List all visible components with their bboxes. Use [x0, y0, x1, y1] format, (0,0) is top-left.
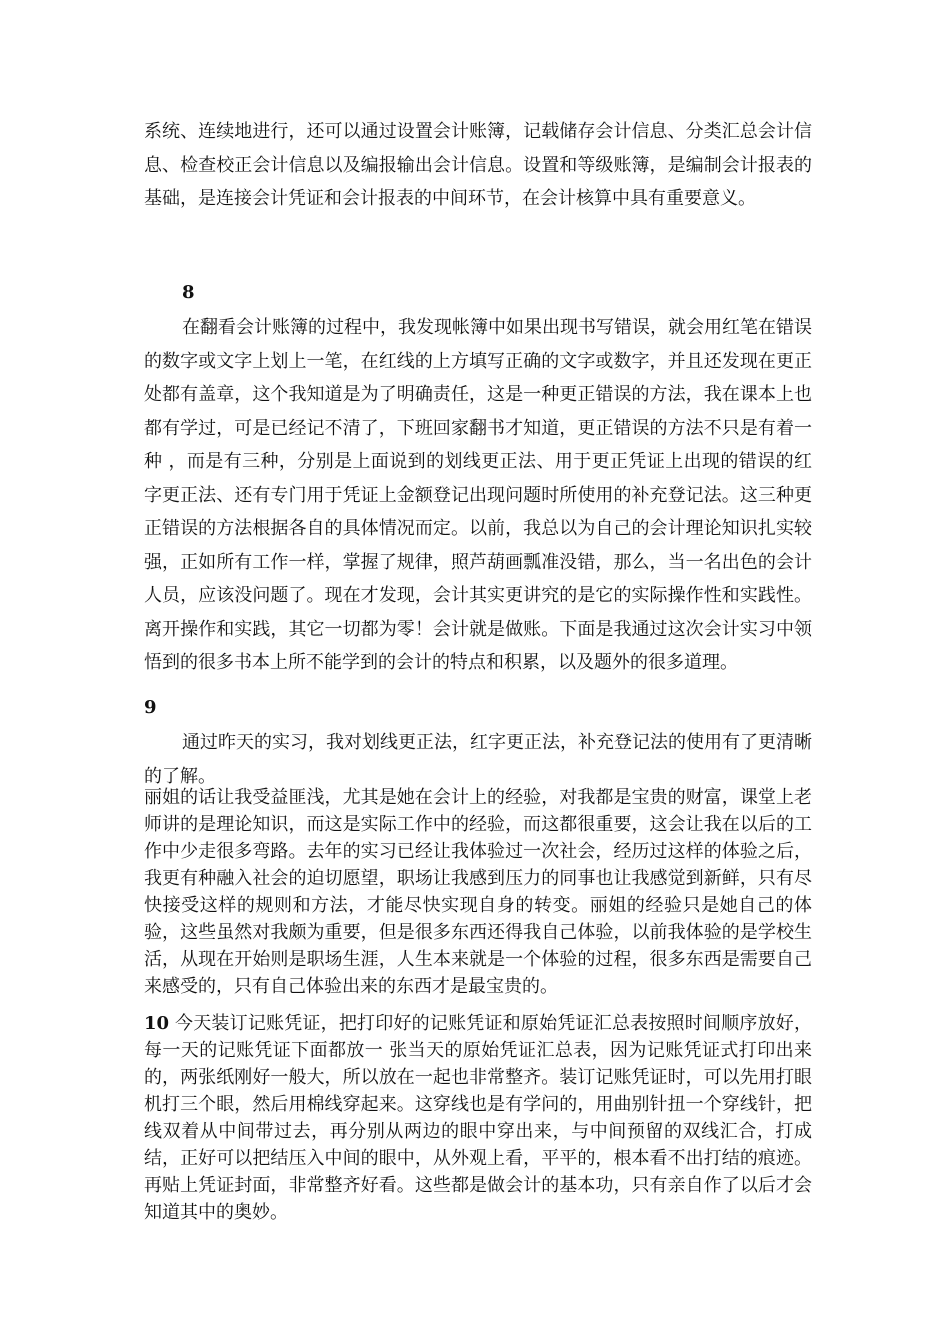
section-number-8: 8 [182, 282, 195, 303]
section-10-text: 今天装订记账凭证，把打印好的记账凭证和原始凭证汇总表按照时间顺序放好，每一天的记账凭证下面都放一 张当天的原始凭证汇总表，因为记账凭证式打印出来的，两张纸刚好一般大，所以放在一起也非常整齐。装订记账凭证时，可以先用打眼机打三个眼，然后用棉线穿起来。这穿线也是有学问的，用曲别针扭一个穿线针，把线双着从中间带过去，再分别从两边的眼中穿出来，与中间预留的双线汇合，打成结，正好可以把结压入中间的眼中，从外观上看，平平的，根本看不出打结的痕迹。再贴上凭证封面，非常整齐好看。这些都是做会计的基本功，只有亲自作了以后才会知道其中的奥妙。 [144, 1013, 812, 1223]
section-8-paragraph: 在翻看会计账簿的过程中，我发现帐簿中如果出现书写错误，就会用红笔在错误的数字或文字上划上一笔，在红线的上方填写正确的文字或数字，并且还发现在更正处都有盖章，这个我知道是为了明确责任，这是一种更正错误的方法，我在课本上也都有学过，可是已经记不清了，下班回家翻书才知道，更正错误的方法不只是有着一种 ，而是有三种，分别是上面说到的划线更正法、用于更正凭证上出现的错误的红字更正法、还有专门用于凭证上金额登记出现问题时所使用的补充登记法。这三种更正错误的方法根据各自的具体情况而定。以前，我总以为自己的会计理论知识扎实较强，正如所有工作一样，掌握了规律，照芦葫画瓢准没错，那么，当一名出色的会计人员，应该没问题了。现在才发现，会计其实更讲究的是它的实际操作性和实践性。离开操作和实践，其它一切都为零！会计就是做账。下面是我通过这次会计实习中领悟到的很多书本上所不能学到的会计的特点和积累，以及题外的很多道理。 [144, 317, 812, 673]
section-10-paragraph [144, 1010, 812, 1226]
section-number-9: 9 [144, 697, 157, 718]
intro-paragraph: 系统、连续地进行，还可以通过设置会计账簿，记载储存会计信息、分类汇总会计信息、检查校正会计信息以及编报输出会计信息。设置和等级账簿，是编制会计报表的基础，是连接会计凭证和会计报表的中间环节，在会计核算中具有重要意义。 [144, 121, 812, 209]
section-9-paragraph: 丽姐的话让我受益匪浅，尤其是她在会计上的经验，对我都是宝贵的财富，课堂上老师讲的是理论知识，而这是实际工作中的经验，而这都很重要，这会让我在以后的工作中少走很多弯路。去年的实习已经让我体验过一次社会，经历过这样的体验之后，我更有种融入社会的迫切愿望，职场让我感到压力的同事也让我感觉到新鲜，只有尽快接受这样的规则和方法，才能尽快实现自身的转变。丽姐的经验只是她自己的体验，这些虽然对我颇为重要，但是很多东西还得我自己体验，以前我体验的是学校生活，从现在开始则是职场生涯，人生本来就是一个体验的过程，很多东西是需要自己来感受的，只有自己体验出来的东西才是最宝贵的。 [144, 787, 812, 997]
section-number-10: 10 [144, 1013, 170, 1034]
section-9-lead-paragraph: 通过昨天的实习，我对划线更正法，红字更正法，补充登记法的使用有了更清晰的了解。 [144, 732, 812, 787]
